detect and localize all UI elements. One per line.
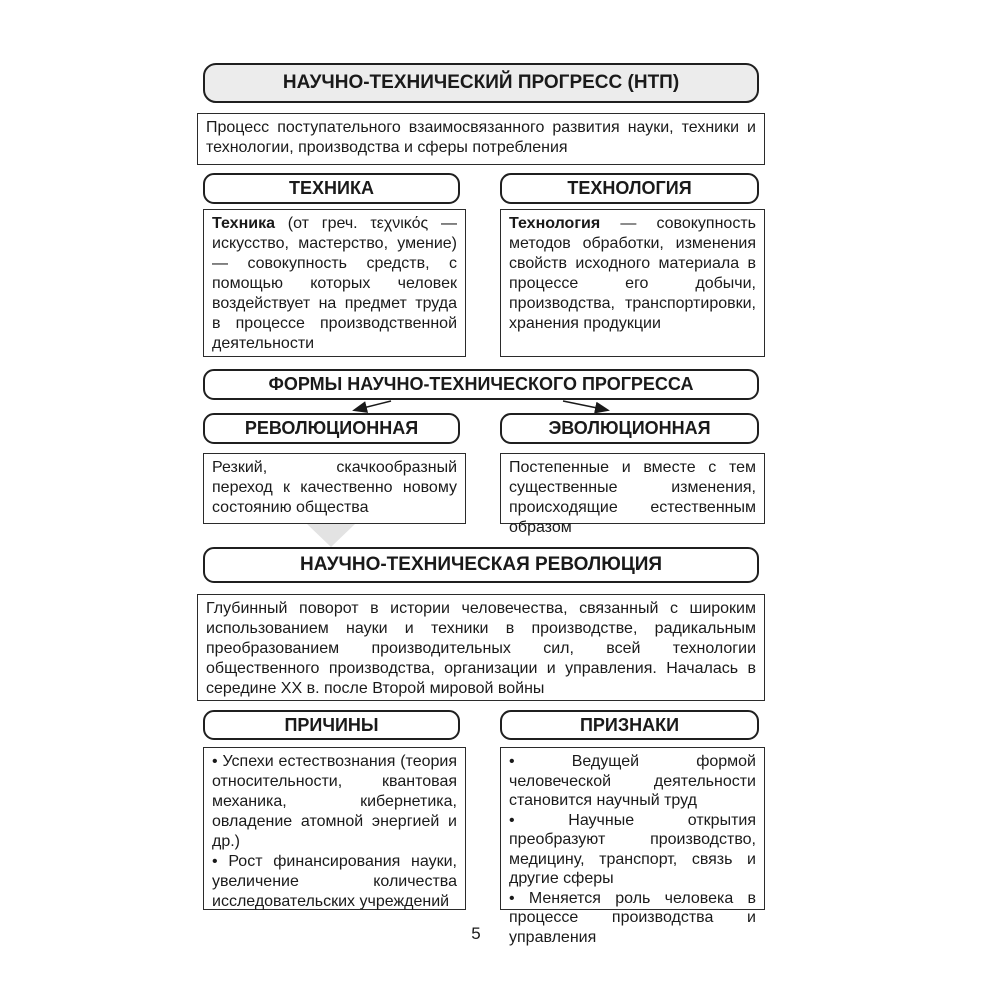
- intro-definition-box: [197, 113, 765, 165]
- ntr-definition-box: [197, 594, 765, 701]
- main-title: НАУЧНО-ТЕХНИЧЕСКИЙ ПРОГРЕСС (НТП): [282, 72, 680, 93]
- causes-signs-definitions-row: [197, 747, 765, 946]
- main-title-box: [203, 63, 759, 103]
- forms-headers-row: [197, 413, 765, 444]
- forms-definitions-row: [197, 453, 765, 536]
- causes-signs-headers-row: [197, 710, 765, 740]
- gray-down-arrow-icon: [307, 524, 355, 547]
- tech-definitions-row: [197, 209, 765, 357]
- forms-header: ФОРМЫ НАУЧНО-ТЕХНИЧЕСКОГО ПРОГРЕССА: [268, 374, 694, 394]
- signs-item: • Ведущей формой человеческой деятельности становится научный труд: [509, 753, 756, 809]
- tehnika-header: ТЕХНИКА: [289, 178, 374, 198]
- signs-item: • Научные открытия преобразуют производство, медицину, транспорт, связь и другие сферы: [509, 811, 756, 887]
- signs-list-box: [500, 747, 765, 946]
- intro-definition-text: Процесс поступательного взаимосвязанного развития науки, техники и технологии, производства и сферы потребления: [206, 119, 756, 156]
- tehnologiya-definition-text: — совокупность методов обработки, изменения свойств исходного материала в процессе его добычи, производства, транспортировки, хранения продукции: [509, 215, 756, 332]
- tehnologiya-header: ТЕХНОЛОГИЯ: [567, 178, 692, 198]
- signs-header: ПРИЗНАКИ: [579, 714, 680, 735]
- causes-item: • Рост финансирования науки, увеличение количества исследовательских учреждений: [212, 853, 457, 910]
- revolutionary-definition-text: Резкий, скачкообразный переход к качественно новому состоянию общества: [212, 459, 457, 516]
- evolutionary-header-box: [500, 413, 759, 444]
- ntr-definition-text: Глубинный поворот в истории человечества, связанный с широким использованием науки и техники в производстве, радикальным преобразованием производительных сил, всей технологии общественного производства, организации и управления. Началась в середине XX в. после Второй мировой войны: [206, 600, 756, 697]
- tehnika-definition-text: (от греч. τεχνικός — искусство, мастерство, умение) — совокупность средств, с помощью которых человек воздействует на предмет труда в процессе производственной деятельности: [212, 215, 457, 352]
- causes-item: • Успехи естествознания (теория относительности, квантовая механика, кибернетика, овладение атомной энергией и др.): [212, 753, 457, 850]
- signs-item: • Меняется роль человека в процессе производства и управления: [509, 889, 756, 946]
- revolutionary-header: РЕВОЛЮЦИОННАЯ: [244, 418, 419, 438]
- evolutionary-header: ЭВОЛЮЦИОННАЯ: [548, 418, 711, 438]
- ntr-header: НАУЧНО-ТЕХНИЧЕСКАЯ РЕВОЛЮЦИЯ: [299, 554, 663, 575]
- tehnologiya-lead: Технология: [509, 215, 601, 232]
- gray-chevron-spacer: [197, 524, 765, 547]
- branch-arrows-icon: [197, 400, 765, 413]
- forms-header-box: [203, 369, 759, 400]
- ntr-header-box: [203, 547, 759, 583]
- revolutionary-definition-box: [203, 453, 466, 524]
- arrow-down-right-icon: [563, 401, 607, 410]
- tech-headers-row: [197, 173, 765, 204]
- tehnologiya-header-box: [500, 173, 759, 204]
- evolutionary-definition-box: [500, 453, 765, 536]
- revolutionary-header-box: [203, 413, 460, 444]
- scheme-content: [197, 63, 765, 946]
- arrow-down-left-icon: [355, 401, 391, 410]
- tehnika-header-box: [203, 173, 460, 204]
- tehnika-definition-box: [203, 209, 466, 357]
- causes-header-box: [203, 710, 460, 740]
- signs-header-box: [500, 710, 759, 740]
- causes-list-box: [203, 747, 466, 910]
- tehnika-lead: Техника: [212, 215, 275, 232]
- tehnologiya-definition-box: [500, 209, 765, 357]
- evolutionary-definition-text: Постепенные и вместе с тем существенные изменения, происходящие естественным образом: [509, 459, 756, 536]
- page-number: 5: [471, 924, 481, 943]
- causes-header: ПРИЧИНЫ: [284, 714, 379, 735]
